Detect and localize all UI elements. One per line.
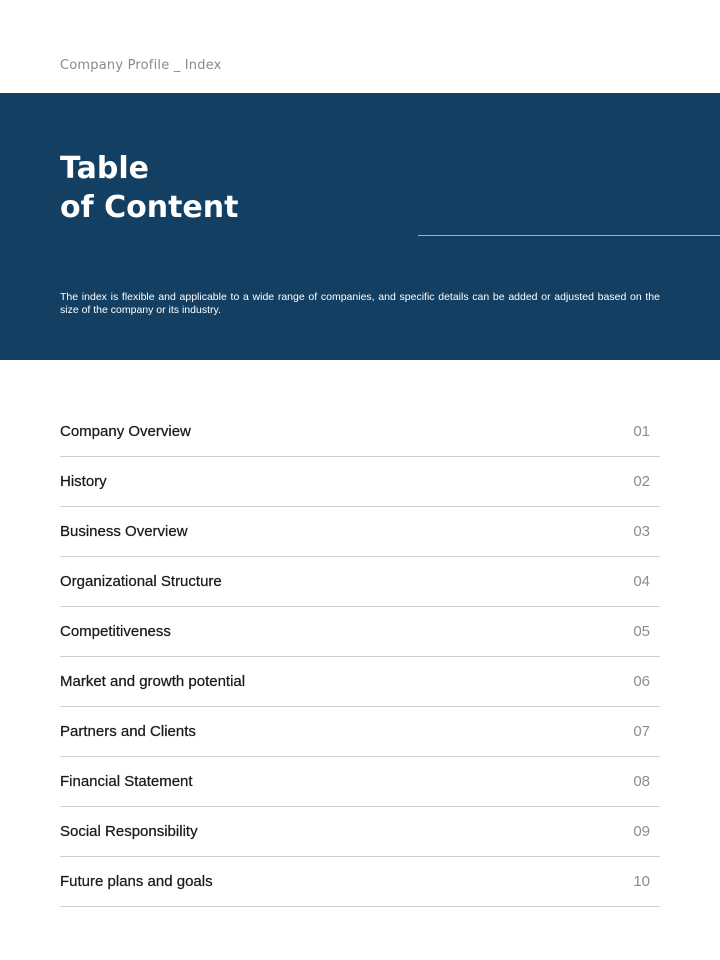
- breadcrumb: Company Profile _ Index: [60, 58, 222, 73]
- toc-item-label: Company Overview: [60, 423, 191, 440]
- toc-item-label: History: [60, 473, 107, 490]
- toc-item-organizational-structure[interactable]: [60, 557, 660, 607]
- toc-item-label: Future plans and goals: [60, 873, 213, 890]
- toc-item-label: Social Responsibility: [60, 823, 198, 840]
- toc-item-number: 10: [633, 873, 650, 890]
- toc-item-number: 05: [633, 623, 650, 640]
- toc-item-label: Organizational Structure: [60, 573, 222, 590]
- toc-item-label: Competitiveness: [60, 623, 171, 640]
- accent-divider: [418, 235, 720, 236]
- toc-item-label: Partners and Clients: [60, 723, 196, 740]
- toc-item-number: 03: [633, 523, 650, 540]
- toc-item-number: 09: [633, 823, 650, 840]
- toc-item-financial-statement[interactable]: [60, 757, 660, 807]
- toc-item-label: Business Overview: [60, 523, 188, 540]
- hero-banner: [0, 93, 720, 360]
- toc-item-history[interactable]: [60, 457, 660, 507]
- toc-item-number: 01: [633, 423, 650, 440]
- toc-item-social-responsibility[interactable]: [60, 807, 660, 857]
- table-of-contents: [60, 407, 660, 907]
- toc-item-company-overview[interactable]: [60, 407, 660, 457]
- toc-item-label: Market and growth potential: [60, 673, 246, 690]
- toc-item-market-growth[interactable]: [60, 657, 660, 707]
- intro-description: The index is flexible and applicable to a wide range of companies, and specific details can be added or adjusted based on the size of the company or its industry.: [60, 291, 660, 316]
- toc-item-future-plans[interactable]: [60, 857, 660, 907]
- page-title-line-1: Table: [60, 151, 149, 186]
- toc-item-business-overview[interactable]: [60, 507, 660, 557]
- toc-item-number: 02: [633, 473, 650, 490]
- toc-item-number: 04: [633, 573, 650, 590]
- toc-item-partners-clients[interactable]: [60, 707, 660, 757]
- toc-item-number: 06: [633, 673, 650, 690]
- toc-item-number: 07: [633, 723, 650, 740]
- page-title-line-2: of Content: [60, 190, 239, 225]
- toc-item-label: Financial Statement: [60, 773, 193, 790]
- page-title: [60, 149, 238, 227]
- toc-item-competitiveness[interactable]: [60, 607, 660, 657]
- toc-item-number: 08: [633, 773, 650, 790]
